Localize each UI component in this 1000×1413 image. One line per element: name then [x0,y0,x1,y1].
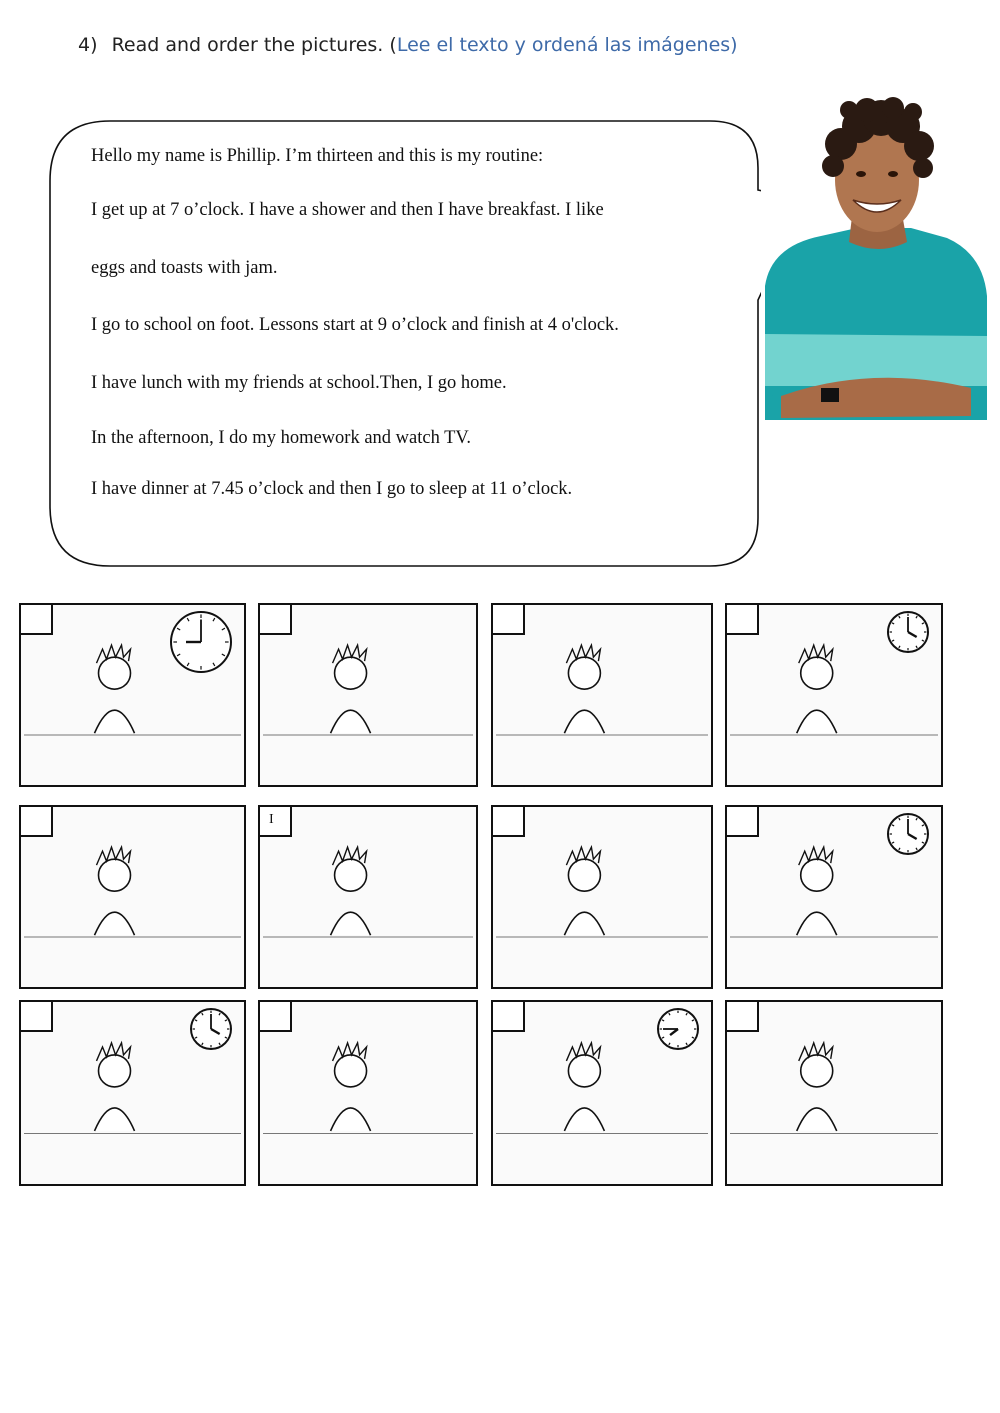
exercise-instruction: Read and order the pictures. ( [111,34,397,56]
story-line: I have lunch with my friends at school.Then, I go home. [91,373,507,393]
character-head [335,859,367,891]
answer-box-label: I [269,812,274,827]
character-head [335,1055,367,1087]
clock-icon [658,1009,698,1049]
story-line: Hello my name is Phillip. I’m thirteen and this is my routine: [91,146,544,166]
clock-icon [171,612,231,672]
picture-panel-doing-homework [492,806,712,988]
story-line: eggs and toasts with jam. [91,258,278,278]
character-head [801,1055,833,1087]
answer-box [492,1001,524,1031]
answer-box [726,604,758,634]
answer-box [259,806,291,836]
clock-icon [888,814,928,854]
picture-panel-having-dinner [492,1001,712,1185]
picture-panel-running-to-school [726,604,942,786]
picture-panel-watching-tv [492,604,712,786]
picture-panel-breakfast-eggs-toast-jam [259,604,477,786]
answer-box [259,604,291,634]
clock-icon [191,1009,231,1049]
panel-frame [20,806,245,988]
exercise-number: 4) [78,34,98,56]
picture-panel-lesson-classroom [726,806,942,988]
clock-icon [888,612,928,652]
character-head [568,657,600,689]
character-head [99,657,131,689]
answer-box [20,604,52,634]
picture-panel-having-shower [726,1001,942,1185]
character-head [335,657,367,689]
answer-box [726,1001,758,1031]
picture-panel-sleeping [259,1001,477,1185]
character-head [801,859,833,891]
character-head [99,1055,131,1087]
story-line: In the afternoon, I do my homework and watch TV. [91,428,472,448]
answer-box [259,1001,291,1031]
picture-panel-getting-up [259,806,477,988]
answer-box [20,806,52,836]
answer-box [726,806,758,836]
character-head [568,1055,600,1087]
answer-box [20,1001,52,1031]
picture-panel-lunch-with-friends [20,806,245,988]
character-head [801,657,833,689]
answer-box [492,604,524,634]
story-line: I get up at 7 o’clock. I have a shower and then I have breakfast. I like [91,200,604,220]
story-line: I have dinner at 7.45 o’clock and then I go to sleep at 11 o’clock. [91,479,573,499]
picture-panel-teacher-at-blackboard [20,604,245,786]
exercise-instruction-spanish: Lee el texto y ordená las imágenes) [396,34,738,56]
answer-box [492,806,524,836]
picture-panel-walking-home [20,1001,245,1185]
character-head [568,859,600,891]
story-line: I go to school on foot. Lessons start at 9 o’clock and finish at 4 o'clock. [91,315,619,335]
character-head [99,859,131,891]
